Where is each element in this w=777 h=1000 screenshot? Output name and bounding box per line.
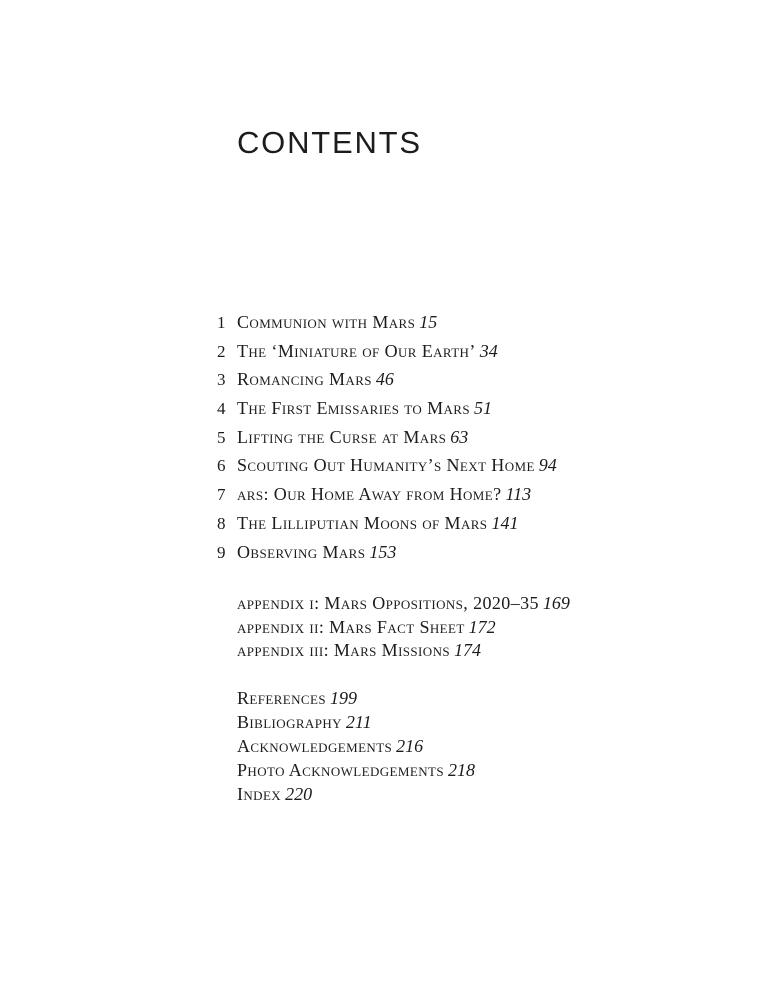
toc-entry[interactable] (237, 734, 475, 758)
toc-entry[interactable] (217, 365, 557, 394)
toc-entry[interactable] (237, 616, 570, 640)
page-number: 216 (396, 736, 424, 756)
toc-entry[interactable] (217, 538, 557, 567)
chapter-title: The First Emissaries to Mars (237, 398, 470, 419)
chapter-number: 3 (217, 370, 226, 390)
page-number: 153 (369, 541, 397, 562)
back-matter-title: Bibliography (237, 712, 342, 732)
chapter-number: 6 (217, 456, 226, 476)
toc-entry[interactable] (237, 782, 475, 806)
back-matter-title: Photo Acknowledgements (237, 760, 444, 780)
chapter-title: The Lilliputian Moons of Mars (237, 512, 488, 533)
toc-entry[interactable] (217, 480, 557, 509)
page-number: 51 (474, 398, 492, 419)
page-number: 34 (479, 340, 498, 361)
toc-entry[interactable] (237, 592, 570, 616)
chapter-title: The ‘Miniature of Our Earth’ (237, 340, 476, 361)
toc-entry[interactable] (237, 758, 475, 782)
page-number: 169 (542, 593, 570, 613)
chapter-list (217, 308, 557, 566)
appendix-title: appendix iii: Mars Missions (237, 640, 450, 661)
page-number: 199 (329, 688, 357, 708)
chapter-number: 8 (217, 513, 226, 533)
back-matter-list (237, 686, 475, 806)
page-number: 113 (505, 484, 532, 505)
page-number: 141 (491, 512, 519, 533)
back-matter-title: References (237, 688, 326, 708)
page-number: 211 (345, 712, 372, 732)
page-title: CONTENTS (237, 125, 422, 160)
chapter-number: 5 (217, 427, 226, 447)
page-number: 46 (375, 369, 394, 390)
toc-entry[interactable] (217, 451, 557, 480)
toc-entry[interactable] (237, 710, 475, 734)
page-number: 94 (538, 455, 557, 476)
toc-entry[interactable] (217, 337, 557, 366)
appendix-title: appendix ii: Mars Fact Sheet (237, 616, 465, 637)
page-number: 218 (447, 760, 475, 780)
appendix-title: appendix i: Mars Oppositions, 2020–35 (237, 593, 539, 613)
page-number: 174 (454, 640, 481, 661)
page-number: 172 (468, 616, 496, 637)
toc-entry[interactable] (237, 639, 570, 663)
chapter-number: 2 (217, 341, 226, 361)
chapter-number: 4 (217, 399, 226, 419)
chapter-title: Scouting Out Humanity’s Next Home (237, 455, 535, 476)
chapter-number: 7 (217, 485, 226, 505)
chapter-number: 9 (217, 542, 226, 562)
chapter-title: Romancing Mars (237, 369, 372, 390)
toc-entry[interactable] (237, 686, 475, 710)
toc-entry[interactable] (217, 423, 557, 452)
page-number: 15 (419, 312, 438, 332)
page-number: 63 (450, 426, 469, 447)
toc-entry[interactable] (217, 394, 557, 423)
toc-entry[interactable] (217, 308, 557, 337)
toc-entry[interactable] (217, 509, 557, 538)
chapter-number: 1 (217, 313, 226, 332)
appendix-list (237, 592, 570, 663)
back-matter-title: Index (237, 784, 282, 804)
chapter-title: Observing Mars (237, 541, 366, 562)
chapter-title: Lifting the Curse at Mars (237, 426, 447, 447)
chapter-title: ars: Our Home Away from Home? (237, 484, 502, 505)
chapter-title: Communion with Mars (237, 312, 416, 332)
page-number: 220 (285, 784, 313, 804)
back-matter-title: Acknowledgements (237, 736, 393, 756)
